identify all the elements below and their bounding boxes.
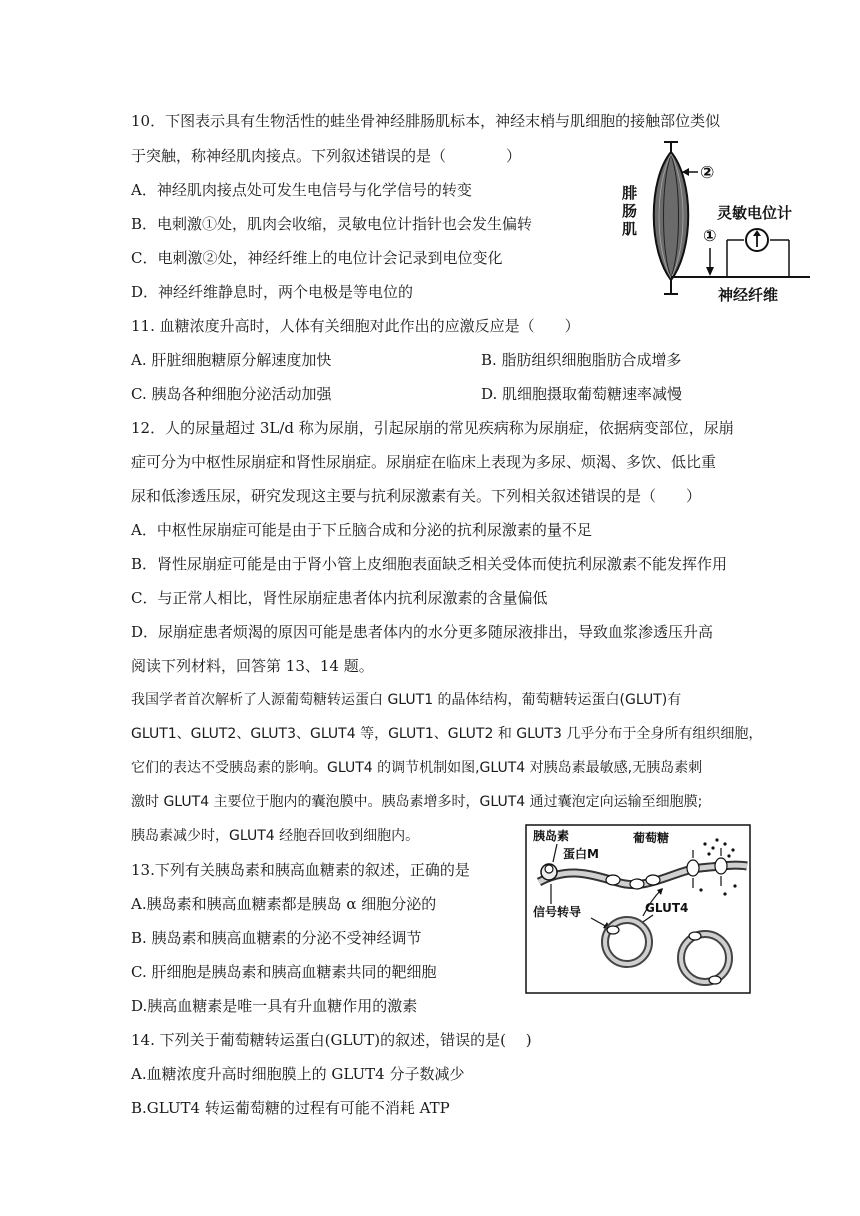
signal-transduction-label: 信号转导 — [533, 905, 582, 919]
q10-option-b: B．电刺激①处，肌肉会收缩，灵敏电位计指针也会发生偏转 — [131, 215, 533, 233]
protein-m-label: 蛋白M — [563, 847, 599, 861]
q12-stem-line3: 尿和低渗透压尿，研究发现这主要与抗利尿激素有关。下列相关叙述错误的是（ ） — [131, 487, 702, 505]
insulin-label: 胰岛素 — [533, 829, 570, 843]
reading-paragraph-line2: GLUT1、GLUT2、GLUT3、GLUT4 等，GLUT1、GLUT2 和 GLUT3 几乎分布于全身所有组织细胞， — [131, 726, 763, 742]
q11-option-c: C. 胰岛各种细胞分泌活动加强 — [131, 385, 332, 403]
q10-stem-line2: 于突触，称神经肌肉接点。下列叙述错误的是（ ） — [131, 147, 522, 165]
q12-stem-line2: 症可分为中枢性尿崩症和肾性尿崩症。尿崩症在临床上表现为多尿、烦渴、多饮、低比重 — [131, 453, 717, 471]
q12-option-c: C．与正常人相比，肾性尿崩症患者体内抗利尿激素的含量偏低 — [131, 589, 548, 607]
glut4-label: GLUT4 — [645, 901, 689, 915]
q10-option-a: A．神经肌肉接点处可发生电信号与化学信号的转变 — [131, 181, 472, 199]
q10-option-d: D．神经纤维静息时，两个电极是等电位的 — [131, 283, 414, 301]
reading-paragraph-line1: 我国学者首次解析了人源葡萄糖转运蛋白 GLUT1 的晶体结构，葡萄糖转运蛋白(GLUT)有 — [131, 692, 682, 708]
muscle-label-2: 肠 — [622, 202, 638, 220]
q13-option-c: C. 肝细胞是胰岛素和胰高血糖素共同的靶细胞 — [131, 963, 437, 981]
q12-option-a: A．中枢性尿崩症可能是由于下丘脑合成和分泌的抗利尿激素的量不足 — [131, 521, 592, 539]
meter-label: 灵敏电位计 — [717, 204, 793, 222]
q11-option-a: A. 肝脏细胞糖原分解速度加快 — [131, 351, 332, 369]
q11-option-d: D. 肌细胞摄取葡萄糖速率减慢 — [481, 385, 683, 403]
nerve-fiber-label: 神经纤维 — [718, 286, 779, 304]
reading-intro: 阅读下列材料，回答第 13、14 题。 — [131, 657, 374, 675]
reading-paragraph-line4: 激时 GLUT4 主要位于胞内的囊泡膜中。胰岛素增多时，GLUT4 通过囊泡定向运输至细胞膜; — [131, 794, 703, 810]
point-1-label: ① — [703, 226, 717, 245]
q14-stem: 14. 下列关于葡萄糖转运蛋白(GLUT)的叙述，错误的是( ) — [131, 1031, 532, 1049]
muscle-icon — [654, 142, 689, 294]
reading-paragraph-line3: 它们的表达不受胰岛素的影响。GLUT4 的调节机制如图,GLUT4 对胰岛素最敏感,无胰岛素刺 — [131, 760, 703, 776]
q12-stem-line1: 12．人的尿量超过 3L/d 称为尿崩，引起尿崩的常见疾病称为尿崩症，依据病变部位，尿崩 — [131, 419, 734, 437]
glucose-label: 葡萄糖 — [633, 831, 670, 845]
q14-option-a: A.血糖浓度升高时细胞膜上的 GLUT4 分子数减少 — [131, 1065, 465, 1083]
q13-option-b: B. 胰岛素和胰高血糖素的分泌不受神经调节 — [131, 929, 422, 947]
q13-option-a: A.胰岛素和胰高血糖素都是胰岛 α 细胞分泌的 — [131, 895, 437, 913]
q12-option-b: B．肾性尿崩症可能是由于肾小管上皮细胞表面缺乏相关受体而使抗利尿激素不能发挥作用 — [131, 555, 728, 573]
point-2-label: ② — [700, 163, 715, 183]
q14-option-b: B.GLUT4 转运葡萄糖的过程有可能不消耗 ATP — [131, 1099, 450, 1117]
galvanometer-icon — [746, 229, 768, 251]
q10-stem-line1: 10．下图表示具有生物活性的蛙坐骨神经腓肠肌标本，神经末梢与肌细胞的接触部位类似 — [131, 112, 721, 130]
q11-stem: 11. 血糖浓度升高时，人体有关细胞对此作出的应激反应是（ ） — [131, 317, 580, 335]
nerve-muscle-figure — [614, 140, 819, 305]
muscle-label-3: 肌 — [622, 220, 638, 238]
muscle-label-1: 腓 — [622, 184, 638, 202]
q12-option-d: D．尿崩症患者烦渴的原因可能是患者体内的水分更多随尿液排出，导致血浆渗透压升高 — [131, 623, 714, 641]
q13-stem: 13.下列有关胰岛素和胰高血糖素的叙述，正确的是 — [131, 861, 470, 879]
q10-option-c: C．电刺激②处，神经纤维上的电位计会记录到电位变化 — [131, 249, 503, 267]
receptor-icon — [541, 864, 557, 880]
reading-paragraph-line5: 胰岛素减少时，GLUT4 经胞吞回收到细胞内。 — [131, 828, 420, 844]
glut4-regulation-figure — [525, 824, 751, 994]
q11-option-b: B. 脂肪组织细胞脂肪合成增多 — [481, 351, 682, 369]
q13-option-d: D.胰高血糖素是唯一具有升血糖作用的激素 — [131, 997, 418, 1015]
